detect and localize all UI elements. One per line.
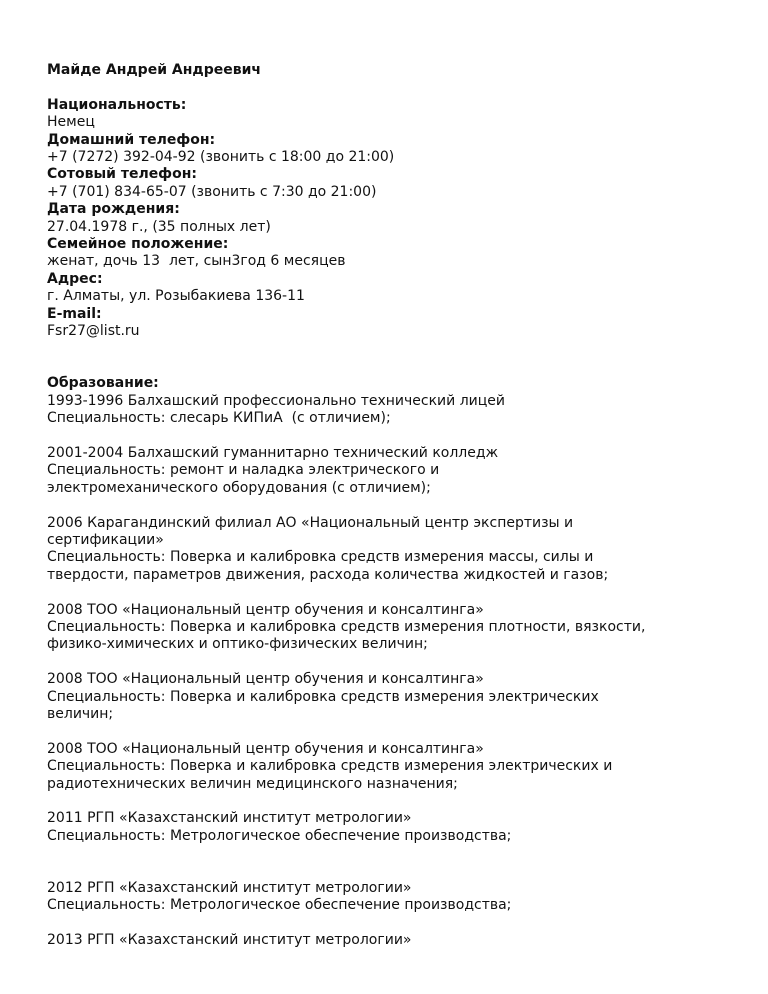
education-line: 1993-1996 Балхашский профессионально технический лицей	[47, 392, 505, 409]
education-entry	[47, 602, 737, 654]
resume-document	[47, 62, 737, 950]
education-line: твердости, параметров движения, расхода количества жидкостей и газов;	[47, 566, 609, 583]
spacer	[47, 340, 737, 375]
birth-date-value: 27.04.1978 г., (35 полных лет)	[47, 218, 271, 235]
education-entry	[47, 741, 737, 793]
education-entry	[47, 445, 737, 497]
birth-date-label: Дата рождения:	[47, 201, 180, 218]
email-label: E-mail:	[47, 305, 102, 322]
education-line: радиотехнических величин медицинского назначения;	[47, 775, 458, 792]
mobile-phone-label: Сотовый телефон:	[47, 166, 197, 183]
education-entry	[47, 932, 737, 949]
home-phone-value: +7 (7272) 392-04-92 (звонить с 18:00 до 21:00)	[47, 149, 395, 166]
education-line: величин;	[47, 705, 114, 722]
email-value: Fsr27@list.ru	[47, 323, 140, 340]
education-entry	[47, 810, 737, 845]
education-line: физико-химических и оптико-физических величин;	[47, 636, 428, 653]
education-label: Образование:	[47, 375, 159, 392]
education-line: Специальность: Метрологическое обеспечение производства;	[47, 897, 512, 914]
education-line: 2008 ТОО «Национальный центр обучения и консалтинга»	[47, 671, 484, 688]
nationality-value: Немец	[47, 114, 95, 131]
education-line: 2008 ТОО «Национальный центр обучения и консалтинга»	[47, 740, 484, 757]
spacer	[47, 915, 737, 932]
education-line: 2013 РГП «Казахстанский институт метрологии»	[47, 932, 412, 949]
spacer	[47, 654, 737, 671]
education-entry	[47, 515, 737, 585]
nationality-label: Национальность:	[47, 96, 187, 113]
education-line: 2011 РГП «Казахстанский институт метрологии»	[47, 810, 412, 827]
education-line: 2001-2004 Балхашский гуманнитарно технический колледж	[47, 444, 499, 461]
family-status-value: женат, дочь 13 лет, сын3год 6 месяцев	[47, 253, 346, 270]
education-line: Специальность: ремонт и наладка электрического и	[47, 462, 440, 479]
education-line: Специальность: Метрологическое обеспечение производства;	[47, 827, 512, 844]
education-line: Специальность: Поверка и калибровка средств измерения электрических	[47, 688, 599, 705]
spacer	[47, 497, 737, 514]
spacer	[47, 845, 737, 880]
spacer	[47, 723, 737, 740]
family-status-label: Семейное положение:	[47, 236, 229, 253]
education-line: Специальность: Поверка и калибровка средств измерения электрических и	[47, 758, 613, 775]
education-line: Специальность: Поверка и калибровка средств измерения плотности, вязкости,	[47, 618, 646, 635]
education-line: электромеханического оборудования (с отличием);	[47, 479, 431, 496]
education-entry	[47, 671, 737, 723]
spacer	[47, 79, 737, 96]
education-entry	[47, 880, 737, 915]
spacer	[47, 584, 737, 601]
mobile-phone-value: +7 (701) 834-65-07 (звонить с 7:30 до 21:00)	[47, 183, 377, 200]
education-entry	[47, 393, 737, 428]
education-line: 2006 Карагандинский филиал АО «Национальный центр экспертизы и	[47, 514, 574, 531]
education-line: 2008 ТОО «Национальный центр обучения и консалтинга»	[47, 601, 484, 618]
person-name: Майде Андрей Андреевич	[47, 62, 261, 78]
spacer	[47, 793, 737, 810]
address-label: Адрес:	[47, 270, 103, 287]
home-phone-label: Домашний телефон:	[47, 131, 216, 148]
education-line: Специальность: слесарь КИПиА (с отличием);	[47, 410, 391, 427]
education-line: Специальность: Поверка и калибровка средств измерения массы, силы и	[47, 549, 594, 566]
education-line: 2012 РГП «Казахстанский институт метрологии»	[47, 879, 412, 896]
education-line: сертификации»	[47, 531, 164, 548]
education-list	[47, 393, 737, 950]
spacer	[47, 428, 737, 445]
address-value: г. Алматы, ул. Розыбакиева 136-11	[47, 288, 305, 305]
